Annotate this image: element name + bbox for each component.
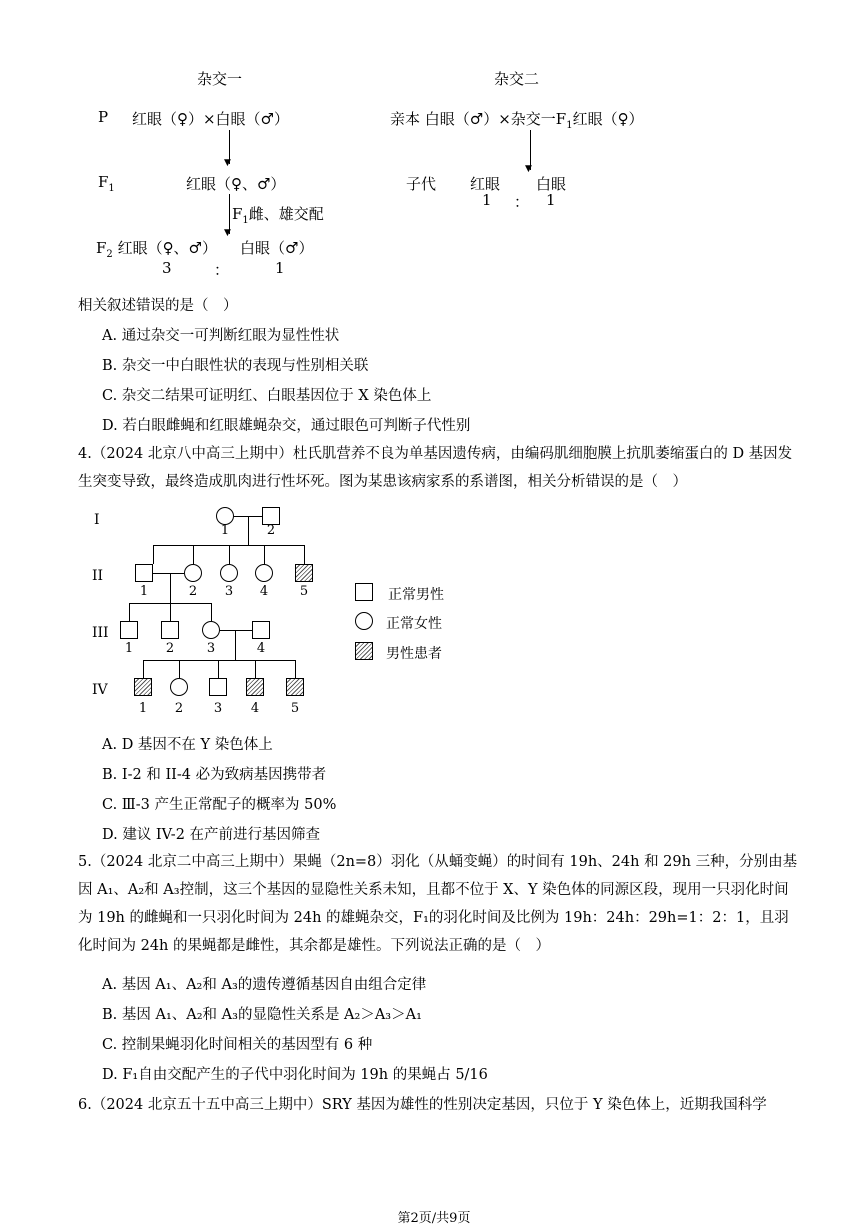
female-symbol [202, 621, 220, 639]
q4-option-d: D. 建议 IV-2 在产前进行基因筛查 [102, 827, 321, 843]
cross2-offspring-label: 子代 [406, 175, 437, 193]
q3-option-c: C. 杂交二结果可证明红、白眼基因位于 X 染色体上 [102, 388, 432, 404]
cross1-f2-white: 白眼（♂） [240, 239, 314, 257]
member-number: 2 [188, 584, 198, 599]
member-number: 1 [124, 641, 134, 656]
cross1-p-label: P [98, 108, 109, 126]
member-number: 2 [174, 701, 184, 716]
cross1-ratio-colon: ： [214, 261, 230, 279]
cross1-title: 杂交一 [197, 70, 243, 88]
member-number: 5 [299, 584, 309, 599]
generation-label: I [94, 512, 100, 528]
legend-male-icon [355, 583, 373, 601]
q5-option-d: D. F₁自由交配产生的子代中羽化时间为 19h 的果蝇占 5/16 [102, 1067, 488, 1083]
member-number: 5 [290, 701, 300, 716]
q3-option-d: D. 若白眼雌蝇和红眼雄蝇杂交，通过眼色可判断子代性别 [102, 418, 471, 434]
affected-male-symbol [286, 678, 304, 696]
cross1-ratio-b: 1 [275, 259, 285, 277]
q4-option-c: C. Ⅲ-3 产生正常配子的概率为 50% [102, 797, 337, 813]
q5-option-c: C. 控制果蝇羽化时间相关的基因型有 6 种 [102, 1037, 373, 1053]
arrow-head-icon: ▼ [224, 228, 231, 238]
female-symbol [255, 564, 273, 582]
male-symbol [120, 621, 138, 639]
cross1-f1-label: $F_1$ [98, 173, 115, 194]
page-footer: 第2页/共9页 [397, 1211, 471, 1226]
q4-option-b: B. I-2 和 II-4 必为致病基因携带者 [102, 767, 327, 783]
arrow-head-icon: ▼ [224, 158, 231, 168]
legend-affected-icon [355, 642, 373, 660]
legend-affected-label: 男性患者 [386, 646, 442, 662]
female-symbol [170, 678, 188, 696]
cross2-parent: 亲本 白眼（♂）×杂交一$F_1$红眼（♀） [390, 110, 644, 131]
member-number: 2 [165, 641, 175, 656]
male-symbol [252, 621, 270, 639]
cross2-ratio-a: 1 [482, 191, 492, 209]
member-number: 3 [206, 641, 216, 656]
generation-label: II [92, 568, 104, 584]
cross1-f2: $F_2$ 红眼（♀、♂） [96, 239, 217, 260]
q4-stem: 4.（2024 北京八中高三上期中）杜氏肌营养不良为单基因遗传病，由编码肌细胞膜上抗肌萎缩蛋白的 D 基因发生突变导致，最终造成肌肉进行性坏死。图为某患该病家系的系谱图，相关分析错误的是（ ） [78, 446, 793, 490]
male-symbol [135, 564, 153, 582]
cross2-ratio-colon: ： [514, 193, 530, 211]
q5-stem: 5.（2024 北京二中高三上期中）果蝇（2n=8）羽化（从蛹变蝇）的时间有 19h、24h 和 29h 三种，分别由基因 A₁、A₂和 A₃控制，这三个基因的显隐性关系未知，且都不位于 X、Y 染色体的同源区段，现用一只羽化时间为 19h 的雌蝇和一只羽化时间为 24h 的雄蝇杂交，F₁的羽化时间及比例为 19h：24h：29h=1：2：1，且羽化时间为 24h 的果蝇都是雌性，其余都是雄性。下列说法正确的是（ ） [78, 854, 798, 954]
q6-stem: 6.（2024 北京五十五中高三上期中）SRY 基因为雄性的性别决定基因，只位于 Y 染色体上，近期我国科学 [78, 1097, 767, 1113]
affected-male-symbol [134, 678, 152, 696]
cross2-ratio-b: 1 [546, 191, 556, 209]
q5-option-b: B. 基因 A₁、A₂和 A₃的显隐性关系是 A₂＞A₃＞A₁ [102, 1007, 422, 1023]
cross2-red: 红眼 [470, 175, 501, 193]
female-symbol [220, 564, 238, 582]
cross1-ratio-a: 3 [162, 259, 172, 277]
q3-option-a: A. 通过杂交一可判断红眼为显性性状 [102, 328, 340, 344]
cross1-p-cross: 红眼（♀）×白眼（♂） [132, 110, 289, 128]
cross1-f1-note: $F_1$雌、雄交配 [232, 205, 324, 226]
q3-option-b: B. 杂交一中白眼性状的表现与性别相关联 [102, 358, 369, 374]
male-symbol [161, 621, 179, 639]
legend-female-icon [355, 612, 373, 630]
q5-option-a: A. 基因 A₁、A₂和 A₃的遗传遵循基因自由组合定律 [102, 977, 427, 993]
cross2-white: 白眼 [536, 175, 567, 193]
member-number: 4 [250, 701, 260, 716]
legend-female-label: 正常女性 [386, 616, 442, 632]
member-number: 4 [256, 641, 266, 656]
member-number: 3 [213, 701, 223, 716]
member-number: 2 [266, 523, 276, 538]
generation-label: IV [92, 682, 108, 698]
male-symbol [209, 678, 227, 696]
member-number: 4 [259, 584, 269, 599]
female-symbol [184, 564, 202, 582]
member-number: 1 [138, 701, 148, 716]
affected-male-symbol [246, 678, 264, 696]
arrow-head-icon: ▼ [525, 164, 532, 174]
cross1-f1-result: 红眼（♀、♂） [186, 175, 286, 193]
member-number: 1 [139, 584, 149, 599]
legend-male-label: 正常男性 [388, 587, 444, 603]
q4-option-a: A. D 基因不在 Y 染色体上 [102, 737, 273, 753]
cross2-title: 杂交二 [494, 70, 540, 88]
member-number: 1 [220, 523, 230, 538]
affected-male-symbol [295, 564, 313, 582]
generation-label: III [92, 625, 109, 641]
member-number: 3 [224, 584, 234, 599]
q3-stem: 相关叙述错误的是（ ） [78, 298, 238, 314]
